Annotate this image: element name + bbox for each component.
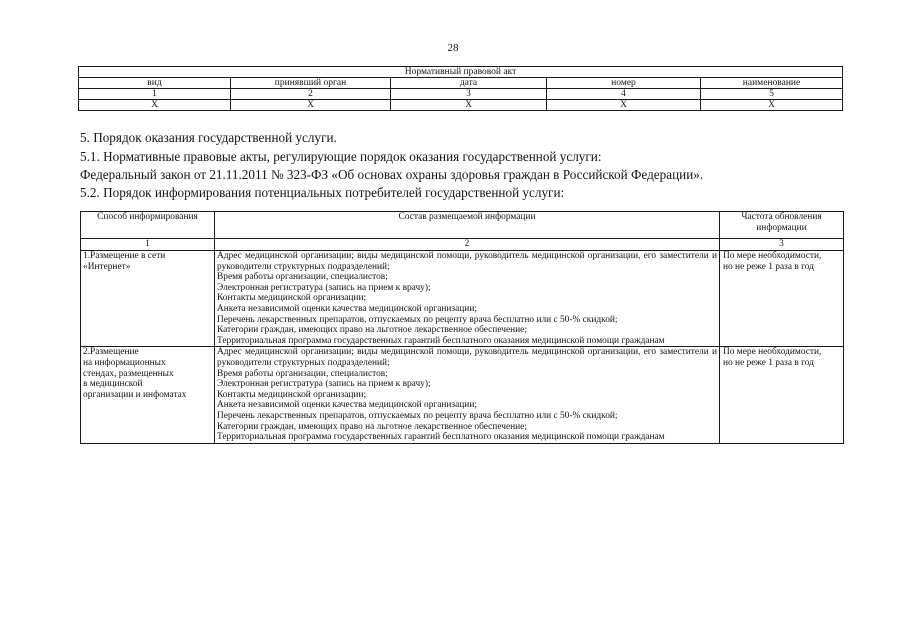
content-line: Контакты медицинской организации; — [217, 389, 367, 400]
header-way: Способ информирования — [81, 212, 215, 239]
content-line: Перечень лекарственных препаратов, отпускаемых по рецепту врача бесплатно или с 50-% скидкой; — [217, 314, 618, 325]
content-line: Адрес медицинской организации; виды медицинской помощи, руководитель медицинской организации, его заместители и руководители структурных подразделений; — [217, 251, 717, 272]
header-cell: дата — [391, 78, 547, 89]
content-line: Время работы организации, специалистов; — [217, 272, 388, 283]
way-line: стендах, размещенных — [83, 368, 174, 379]
value-cell: Х — [547, 100, 701, 111]
content-line: Анкета независимой оценки качества медицинской организации; — [217, 303, 477, 314]
way-line: в медицинской — [83, 379, 143, 390]
value-cell: Х — [391, 100, 547, 111]
table-row — [81, 251, 844, 347]
frequency-line: но не реже 1 раза в год — [723, 357, 814, 368]
way-cell — [81, 251, 215, 347]
legal-act-title-row — [79, 67, 843, 78]
value-cell: Х — [231, 100, 391, 111]
number-cell: 2 — [215, 239, 720, 251]
content-line: Территориальная программа государственных гарантий бесплатного оказания медицинской помощи гражданам — [217, 432, 665, 443]
header-content: Состав размещаемой информации — [215, 212, 720, 239]
content-line: Категории граждан, имеющих право на льготное лекарственное обеспечение; — [217, 325, 527, 336]
header-cell: вид — [79, 78, 231, 89]
content-line: Время работы организации, специалистов; — [217, 368, 388, 379]
value-cell: Х — [79, 100, 231, 111]
frequency-line: По мере необходимости, — [723, 251, 822, 261]
header-frequency-line2: информации — [756, 222, 807, 233]
legal-act-value-row — [79, 100, 843, 111]
number-cell: 1 — [81, 239, 215, 251]
section-5-2-heading: 5.2. Порядок информирования потенциальных потребителей государственной услуги: — [80, 185, 565, 200]
info-header-row — [81, 212, 844, 239]
content-line: Территориальная программа государственных гарантий бесплатного оказания медицинской помощи гражданам — [217, 335, 665, 346]
way-line: 2.Размещение — [83, 347, 139, 358]
way-line: «Интернет» — [83, 261, 131, 272]
number-cell: 1 — [79, 89, 231, 100]
section-5-heading: 5. Порядок оказания государственной услуги. — [80, 130, 337, 145]
way-line: на информационных — [83, 357, 166, 368]
content-line: Категории граждан, имеющих право на льготное лекарственное обеспечение; — [217, 421, 527, 432]
info-number-row — [81, 239, 844, 251]
legal-act-table — [78, 66, 843, 111]
legal-act-title: Нормативный правовой акт — [79, 67, 843, 78]
value-cell: Х — [701, 100, 843, 111]
info-table — [80, 211, 844, 444]
number-cell: 2 — [231, 89, 391, 100]
way-line: 1.Размещение в сети — [83, 251, 166, 261]
page-number: 28 — [447, 42, 459, 54]
frequency-cell — [720, 251, 844, 347]
content-line: Адрес медицинской организации; виды медицинской помощи, руководитель медицинской организации, его заместители и руководители структурных подразделений; — [217, 347, 717, 368]
content-cell — [215, 347, 720, 443]
header-cell: наименование — [701, 78, 843, 89]
frequency-cell — [720, 347, 844, 443]
legal-act-header-row — [79, 78, 843, 89]
frequency-line: По мере необходимости, — [723, 347, 822, 358]
content-line: Анкета независимой оценки качества медицинской организации; — [217, 400, 477, 411]
content-line: Контакты медицинской организации; — [217, 293, 367, 304]
content-line: Электронная регистратура (запись на прием к врачу); — [217, 282, 431, 293]
header-cell: номер — [547, 78, 701, 89]
way-line: организации и инфоматах — [83, 389, 187, 400]
number-cell: 5 — [701, 89, 843, 100]
header-cell: принявший орган — [231, 78, 391, 89]
law-reference: Федеральный закон от 21.11.2011 № 323-ФЗ «Об основах охраны здоровья граждан в Российской Федерации». — [80, 167, 704, 182]
header-frequency-line1: Частота обновления — [741, 212, 822, 222]
legal-act-number-row — [79, 89, 843, 100]
content-line: Перечень лекарственных препаратов, отпускаемых по рецепту врача бесплатно или с 50-% скидкой; — [217, 410, 618, 421]
number-cell: 3 — [391, 89, 547, 100]
content-line: Электронная регистратура (запись на прием к врачу); — [217, 379, 431, 390]
frequency-line: но не реже 1 раза в год — [723, 261, 814, 272]
content-cell — [215, 251, 720, 347]
number-cell: 3 — [720, 239, 844, 251]
way-cell — [81, 347, 215, 443]
table-row — [81, 347, 844, 443]
number-cell: 4 — [547, 89, 701, 100]
section-5-1-heading: 5.1. Нормативные правовые акты, регулирующие порядок оказания государственной услуги: — [80, 149, 602, 164]
header-frequency — [720, 212, 844, 239]
